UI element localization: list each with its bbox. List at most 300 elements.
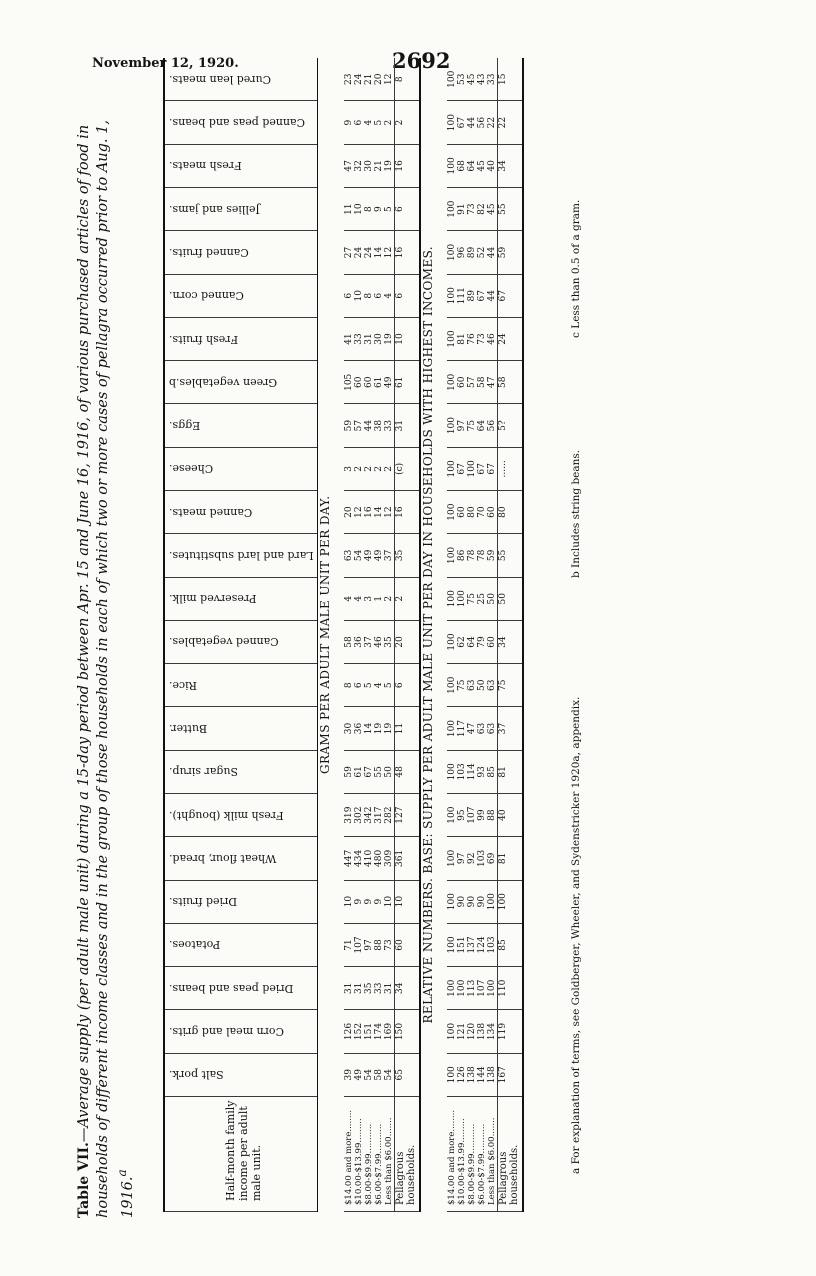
table-cell: 24 [363, 246, 374, 259]
table-cell: 67 [456, 116, 467, 129]
table-cell: 23 [343, 73, 354, 85]
table-cell: 65 [394, 1053, 420, 1096]
column-header-label: Corn meal and grits. [169, 1025, 284, 1039]
table-cell: 9 [353, 898, 364, 905]
table-cell: 14 [363, 722, 374, 735]
income-class-label: $6.00-$7.99........... [373, 1123, 384, 1205]
table-cell-group [344, 144, 395, 187]
table-cell: 8 [343, 682, 354, 689]
income-labels [344, 1096, 395, 1211]
column-header-label: Canned meats. [169, 505, 253, 519]
table-cell: 6 [353, 119, 364, 126]
table-cell: 100 [456, 979, 467, 997]
table-cell: 100 [466, 460, 477, 478]
table-cell: 78 [476, 549, 487, 562]
table-cell: 4 [343, 595, 354, 602]
table-cell: 6 [343, 292, 354, 299]
table-cell: 67 [486, 463, 497, 475]
table-cell: 100 [446, 849, 457, 867]
table-cell: 59 [486, 549, 497, 562]
table-row-group [447, 58, 498, 1212]
table-cell-group [447, 491, 498, 534]
table-cell: 31 [383, 982, 394, 994]
table-cell-group [344, 923, 395, 966]
table-cell: 25 [476, 592, 487, 605]
table-cell: 110 [497, 967, 523, 1010]
table-cell: 47 [466, 722, 477, 735]
income-class-label: $14.00 and more........ [446, 1109, 457, 1205]
table-cell: 103 [476, 849, 487, 867]
column-header [164, 534, 317, 577]
table-cell: 31 [343, 982, 354, 994]
table-cell: 73 [466, 203, 477, 215]
table-cell: 47 [486, 376, 497, 389]
table-cell: 2 [394, 577, 420, 620]
table-cell: 12 [353, 506, 364, 518]
table-cell: 302 [353, 806, 364, 824]
table-cell: 100 [446, 546, 457, 565]
table-cell: 60 [456, 506, 467, 518]
income-labels [447, 1096, 498, 1211]
table-cell: 64 [466, 636, 477, 648]
table-title-footnote-mark: a [115, 1169, 129, 1177]
table-cell: 46 [373, 636, 384, 648]
table-cell: 49 [363, 549, 374, 562]
row-header-cell [164, 1096, 317, 1211]
table-cell: 119 [497, 1010, 523, 1053]
table-cell: 80 [497, 491, 523, 534]
column-header [164, 923, 317, 966]
table-cell: 152 [353, 1022, 364, 1041]
pellagrous-row [394, 58, 420, 1212]
table-cell: 144 [476, 1066, 487, 1084]
table-cell: 76 [466, 333, 477, 345]
column-header [164, 144, 317, 187]
table-cell-group [344, 58, 395, 101]
table-cell-group [344, 967, 395, 1010]
column-header [164, 188, 317, 231]
table-cell: 33 [373, 982, 384, 994]
income-class-label: $8.00-$9.99........... [466, 1123, 477, 1205]
column-header-label: Butter. [169, 722, 208, 736]
table-cell: 73 [383, 939, 394, 951]
table-cell: 50 [476, 679, 487, 691]
table-cell: 60 [486, 636, 497, 648]
table-cell-group [447, 1010, 498, 1053]
table-cell: 90 [476, 895, 487, 908]
table-cell: 6 [394, 188, 420, 231]
table-cell: 12 [383, 73, 394, 85]
table-cell: 47 [343, 160, 354, 172]
table-cell: 11 [394, 707, 420, 750]
table-cell: 22 [497, 101, 523, 144]
table-cell: 20 [373, 73, 384, 85]
table-cell: 44 [486, 246, 497, 259]
table-cell: 6 [353, 682, 364, 689]
table-cell: 35 [394, 534, 420, 577]
table-cell: 100 [446, 373, 457, 391]
column-header [164, 1053, 317, 1096]
table-cell: 2 [373, 466, 384, 472]
table-cell-group [447, 231, 498, 274]
table-cell: 81 [497, 750, 523, 793]
table-cell: 60 [363, 376, 374, 389]
table-cell-group [447, 1053, 498, 1096]
table-cell-group [447, 58, 498, 101]
table-cell: 121 [456, 1022, 467, 1041]
column-header [164, 750, 317, 793]
table-cell: 67 [476, 463, 487, 475]
table-cell-group [344, 750, 395, 793]
table-cell: ...... [497, 447, 523, 490]
table-cell: 34 [497, 144, 523, 187]
table-cell-group [447, 361, 498, 404]
table-cell: 114 [466, 763, 477, 781]
table-cell: 19 [383, 333, 394, 345]
table-cell: (c) [394, 447, 420, 490]
table-cell: 24 [353, 73, 364, 85]
table-cell: 100 [446, 936, 457, 954]
table-cell: 2 [383, 595, 394, 602]
table-cell: 45 [476, 160, 487, 172]
table-cell: 2 [394, 101, 420, 144]
column-header-label: Canned peas and beans. [169, 116, 305, 130]
table-cell: 9 [343, 119, 354, 126]
table-cell: 309 [383, 849, 394, 867]
table-cell-group [344, 880, 395, 923]
table-cell: 63 [486, 722, 497, 735]
table-cell: 50 [383, 766, 394, 778]
table-cell: 70 [476, 506, 487, 518]
table-cell: 54 [353, 549, 364, 562]
table-cell: 86 [456, 549, 467, 562]
column-header [164, 1010, 317, 1053]
table-cell: 100 [486, 893, 497, 911]
column-header [164, 880, 317, 923]
table-cell: 100 [446, 1022, 457, 1041]
table-cell: 10 [383, 895, 394, 908]
table-cell: 1 [373, 595, 384, 602]
table-cell: 19 [373, 722, 384, 735]
table-cell: 151 [456, 936, 467, 954]
table-cell: 39 [343, 1069, 354, 1081]
column-header-label: Canned vegetables. [169, 635, 279, 649]
table-cell-group [344, 491, 395, 534]
column-header-label: Wheat flour, bread. [169, 851, 277, 865]
table-cell: 67 [497, 274, 523, 317]
table-cell: 117 [456, 719, 467, 738]
income-class-label: $10.00-$13.99......... [456, 1118, 467, 1205]
table-cell-group [344, 577, 395, 620]
column-header-label: Salt pork. [169, 1068, 224, 1082]
table-cell: 24 [497, 317, 523, 360]
table-cell: 61 [373, 376, 384, 389]
table-cell: 50 [497, 577, 523, 620]
section-title: GRAMS PER ADULT MALE UNIT PER DAY. [317, 495, 332, 774]
table-cell: 100 [446, 70, 457, 88]
column-header [164, 491, 317, 534]
table-cell: 75 [466, 419, 477, 432]
table-cell: 138 [486, 1066, 497, 1084]
table-cell: 34 [394, 967, 420, 1010]
table-cell: 64 [476, 419, 487, 432]
column-header [164, 317, 317, 360]
table-cell: 50 [486, 592, 497, 605]
table-cell: 12 [383, 246, 394, 259]
table-cell: 434 [353, 849, 364, 867]
column-header [164, 837, 317, 880]
column-header [164, 577, 317, 620]
table-cell: 32 [353, 160, 364, 172]
table-cell: 67 [456, 463, 467, 475]
table-title [75, 68, 138, 1218]
column-header-label: Potatoes. [169, 938, 221, 952]
table-cell: 100 [446, 243, 457, 262]
table-cell: 61 [353, 766, 364, 778]
table-cell: 100 [446, 157, 457, 175]
table-cell: 82 [476, 203, 487, 215]
table-cell: 4 [373, 682, 384, 689]
table-cell: 58 [476, 376, 487, 389]
column-header-label: Fresh milk (bought). [169, 808, 284, 822]
table-cell: 31 [353, 982, 364, 994]
table-cell: 61 [394, 361, 420, 404]
table-cell: 100 [446, 330, 457, 348]
table-cell: 4 [353, 595, 364, 602]
column-header [164, 58, 317, 101]
table-cell: 73 [476, 333, 487, 345]
column-header [164, 620, 317, 663]
table-cell-group [344, 707, 395, 750]
table-cell: 59 [343, 766, 354, 778]
column-header-label: Rice. [169, 678, 197, 692]
table-cell: 56 [476, 116, 487, 129]
table-cell: 100 [486, 979, 497, 997]
table-cell: 97 [456, 852, 467, 865]
table-cell: 10 [394, 317, 420, 360]
table-cell: 48 [394, 750, 420, 793]
table-cell: 16 [394, 231, 420, 274]
header-date: November 12, 1920. [92, 56, 239, 71]
table-cell: 75 [497, 664, 523, 707]
table-cell: 317 [373, 806, 384, 824]
table-cell: 88 [373, 939, 384, 951]
table-cell: 14 [373, 246, 384, 259]
table-row-group [344, 58, 395, 1212]
table-cell: 97 [456, 419, 467, 432]
table-cell: 33 [486, 73, 497, 85]
table-cell: 126 [343, 1022, 354, 1041]
table-cell: 15 [497, 58, 523, 101]
table-cell: 81 [497, 837, 523, 880]
table-cell: 31 [394, 404, 420, 447]
column-header-label: Fresh meats. [169, 159, 242, 173]
footnote-c: c Less than 0.5 of a gram. [570, 199, 582, 338]
table-cell: 54 [363, 1069, 374, 1081]
table-cell: 45 [486, 203, 497, 215]
table-cell: 55 [497, 534, 523, 577]
table-cell: 71 [343, 939, 354, 951]
table-cell: 8 [394, 58, 420, 101]
table-cell: 62 [456, 636, 467, 648]
table-cell: 53 [456, 73, 467, 85]
column-header-label: Eggs. [169, 419, 201, 433]
table-cell: 103 [456, 763, 467, 781]
table-cell: 137 [466, 936, 477, 954]
table-cell: 30 [363, 160, 374, 172]
table-cell: 91 [456, 203, 467, 215]
column-header-label: Cheese. [169, 462, 214, 476]
table-cell-group [447, 577, 498, 620]
table-cell: 95 [456, 809, 467, 821]
table-cell-group [344, 1053, 395, 1096]
table-cell: 174 [373, 1022, 384, 1041]
table-cell-group [344, 620, 395, 663]
table-cell: 103 [486, 936, 497, 954]
table-cell: 68 [456, 160, 467, 172]
table-cell: 63 [466, 679, 477, 691]
table-cell: 6 [373, 292, 384, 299]
table-cell: 49 [373, 549, 384, 562]
table-cell: 22 [486, 116, 497, 129]
table-cell: 113 [466, 979, 477, 997]
table-cell-group [344, 793, 395, 836]
table-cell: 100 [446, 893, 457, 911]
table-cell: 60 [456, 376, 467, 389]
table-cell-group [447, 923, 498, 966]
table-cell: 38 [373, 419, 384, 432]
table-cell: 44 [486, 290, 497, 302]
table-cell: 64 [466, 160, 477, 172]
table-cell-group [447, 793, 498, 836]
table-cell: 3 [363, 595, 374, 602]
table-cell: 59 [497, 231, 523, 274]
table-cell-group [447, 101, 498, 144]
table-cell: 67 [363, 766, 374, 778]
table-cell: 16 [394, 491, 420, 534]
table-cell: 8 [363, 206, 374, 213]
table-cell: 40 [486, 160, 497, 172]
table-cell: 46 [486, 333, 497, 345]
table-cell: 79 [476, 636, 487, 648]
table-cell: 151 [363, 1022, 374, 1041]
table-cell: 111 [456, 287, 467, 305]
table-cell-group [447, 317, 498, 360]
table-cell: 9 [373, 206, 384, 213]
table-cell-group [447, 620, 498, 663]
table-cell-group [447, 664, 498, 707]
page-number: 2692 [392, 48, 451, 73]
table-cell: 35 [363, 982, 374, 994]
table-cell: 342 [363, 806, 374, 824]
table-cell: 100 [456, 590, 467, 608]
table-cell: 37 [383, 549, 394, 562]
table-cell: 100 [446, 287, 457, 305]
table-cell: 282 [383, 806, 394, 824]
table-cell-group [344, 317, 395, 360]
table-cell: 4 [363, 119, 374, 126]
table-cell: 85 [497, 923, 523, 966]
table-cell: 19 [383, 160, 394, 172]
column-header [164, 793, 317, 836]
table-cell: 100 [446, 979, 457, 997]
table-cell-group [344, 361, 395, 404]
table-cell: 36 [353, 636, 364, 648]
table-cell: 16 [363, 506, 374, 518]
table-cell: 9 [373, 898, 384, 905]
table-cell: 120 [466, 1022, 477, 1041]
table-cell-group [344, 534, 395, 577]
column-header-label: Dried fruits. [169, 895, 238, 909]
table-cell: 89 [466, 290, 477, 302]
pellagrous-label: Pellagrous households. [394, 1096, 420, 1211]
income-class-label: $6.00-$7.99........... [476, 1123, 487, 1205]
table-cell: 14 [373, 506, 384, 518]
table-cell: 49 [353, 1069, 364, 1081]
table-cell: 67 [476, 290, 487, 302]
table-cell: 361 [394, 837, 420, 880]
table-cell: 100 [446, 719, 457, 738]
table-cell: 21 [363, 73, 374, 85]
column-header-label: Sugar sirup. [169, 765, 239, 779]
table-cell: 150 [394, 1010, 420, 1053]
table-cell: 319 [343, 806, 354, 824]
table-cell: 35 [383, 636, 394, 648]
table-cell: 57 [466, 376, 477, 389]
table-cell: 63 [486, 679, 497, 691]
table-cell: 96 [456, 246, 467, 259]
table-cell: 8 [363, 292, 374, 299]
table-cell: 10 [353, 203, 364, 215]
table-cell: 2 [383, 466, 394, 472]
table-cell: 58 [497, 361, 523, 404]
table-cell-group [344, 231, 395, 274]
table-cell: 11 [343, 203, 354, 215]
table-cell: 63 [343, 549, 354, 562]
column-header-label: Cured lean meats. [169, 72, 272, 86]
table-cell: 44 [363, 419, 374, 432]
table-cell: 100 [497, 880, 523, 923]
table-cell: 5 [383, 682, 394, 689]
column-header-label: Fresh fruits. [169, 332, 239, 346]
table-cell: 126 [456, 1066, 467, 1084]
column-header-label: Dried peas and beans. [169, 981, 294, 995]
column-header [164, 231, 317, 274]
table-cell: 6 [394, 274, 420, 317]
table-cell: 124 [476, 936, 487, 954]
table-cell: 19 [383, 722, 394, 735]
table-cell: 55 [373, 766, 384, 778]
table-cell: 167 [497, 1053, 523, 1096]
table-cell: 59 [343, 419, 354, 432]
column-header [164, 707, 317, 750]
table-cell: 27 [343, 246, 354, 259]
table-cell: 105 [343, 373, 354, 391]
table-cell: 43 [476, 73, 487, 85]
column-header-label: Canned corn. [169, 289, 244, 303]
column-header-label: Preserved milk. [169, 592, 257, 606]
table-cell: 5 [383, 206, 394, 213]
table-cell: 99 [476, 809, 487, 821]
table-cell: 55 [497, 188, 523, 231]
table-cell: 169 [383, 1022, 394, 1041]
column-header [164, 404, 317, 447]
section-title-row [317, 58, 344, 1212]
table-cell: 58 [343, 636, 354, 648]
table-cell-group [447, 274, 498, 317]
table-cell-group [447, 880, 498, 923]
section-title: RELATIVE NUMBERS. BASE: SUPPLY PER ADULT MALE UNIT PER DAY IN HOUSEHOLDS WITH HIGHEST INCOMES. [420, 245, 435, 1024]
